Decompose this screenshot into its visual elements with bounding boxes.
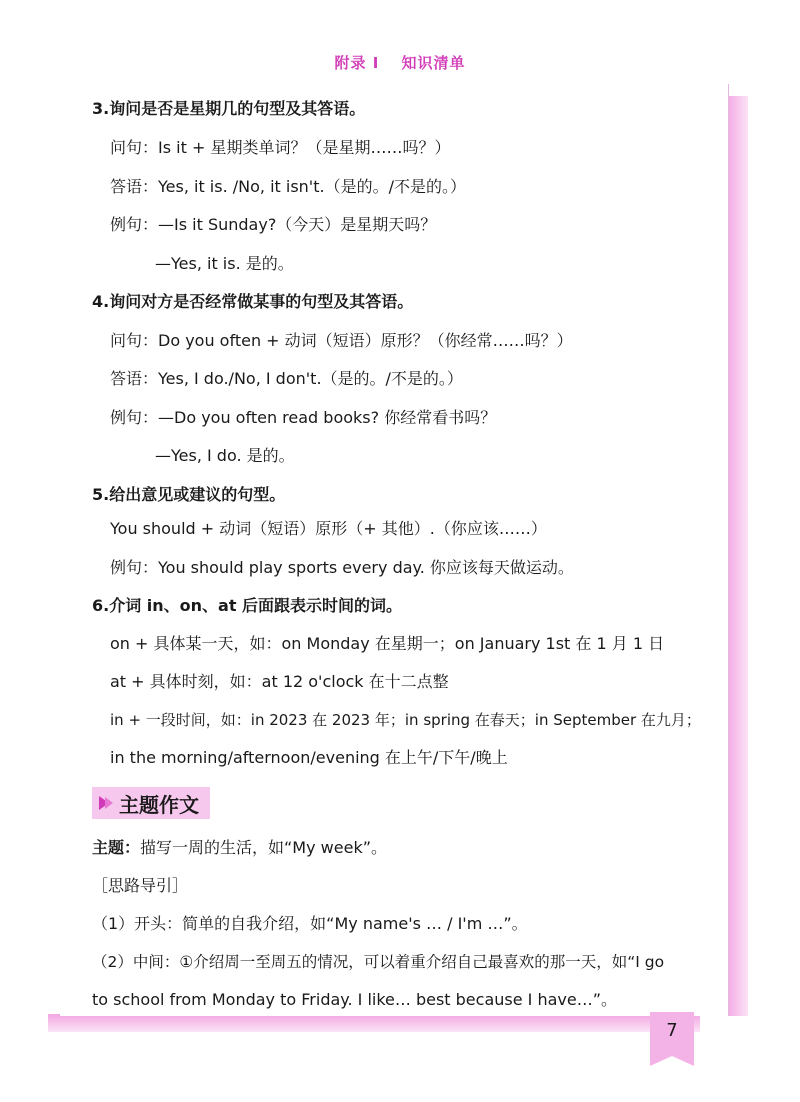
- writing-banner-label: 主题作文: [119, 792, 199, 817]
- page-number-tab: [650, 1012, 694, 1056]
- section-4-example-a: —Yes, I do. 是的。: [155, 446, 295, 465]
- section-title: 知识清单: [401, 54, 466, 72]
- writing-guide-label: ［思路导引］: [92, 876, 189, 895]
- section-4-question: 问句：Do you often + 动词（短语）原形？（你经常……吗？）: [110, 331, 573, 350]
- arrow-icon-secondary: [105, 797, 113, 809]
- section-4-example-q: 例句：—Do you often read books? 你经常看书吗？: [110, 408, 497, 427]
- page-shadow-bottom: [48, 1014, 700, 1032]
- writing-topic-text: 描写一周的生活，如“My week”。: [140, 838, 387, 857]
- section-6-heading: 6.介词 in、on、at 后面跟表示时间的词。: [92, 596, 403, 615]
- section-5-pattern: You should + 动词（短语）原形（+ 其他）.（你应该……）: [110, 519, 547, 538]
- section-3-question: 问句：Is it + 星期类单词？（是星期……吗？）: [110, 138, 451, 157]
- section-4-heading: 4.询问对方是否经常做某事的句型及其答语。: [92, 292, 414, 311]
- writing-banner: [92, 787, 210, 819]
- appendix-label: 附录 I: [334, 54, 380, 72]
- writing-point-1: （1）开头：简单的自我介绍，如“My name's … / I'm …”。: [92, 914, 528, 933]
- writing-topic: [92, 836, 387, 860]
- page-number: 7: [666, 1020, 678, 1041]
- section-3-answer: 答语：Yes, it is. /No, it isn't.（是的。/不是的。）: [110, 177, 466, 196]
- section-5-heading: 5.给出意见或建议的句型。: [92, 485, 286, 504]
- section-3-example-a: —Yes, it is. 是的。: [155, 254, 294, 273]
- section-5-example: 例句：You should play sports every day. 你应该每天做运动。: [110, 558, 574, 577]
- writing-point-2-line-2: to school from Monday to Friday. I like… best because I have…”。: [92, 990, 618, 1009]
- section-6-in-times: in the morning/afternoon/evening 在上午/下午/晚上: [110, 748, 508, 767]
- writing-point-2-line-1: （2）中间：①介绍周一至周五的情况，可以着重介绍自己最喜欢的那一天，如“I go: [92, 953, 665, 971]
- section-4-answer: 答语：Yes, I do./No, I don't.（是的。/不是的。）: [110, 369, 463, 388]
- section-6-in: in + 一段时间，如：in 2023 在 2023 年；in spring 在春天；in September 在九月；: [110, 711, 701, 729]
- page-shadow-right: [726, 96, 748, 1016]
- section-6-on: on + 具体某一天，如：on Monday 在星期一；on January 1st 在 1 月 1 日: [110, 634, 665, 653]
- writing-topic-label: 主题：: [92, 838, 141, 857]
- section-3-example-q: 例句：—Is it Sunday?（今天）是星期天吗？: [110, 215, 437, 234]
- running-head: [0, 52, 800, 73]
- section-3-heading: 3.询问是否是星期几的句型及其答语。: [92, 99, 366, 118]
- section-6-at: at + 具体时刻，如：at 12 o'clock 在十二点整: [110, 672, 449, 691]
